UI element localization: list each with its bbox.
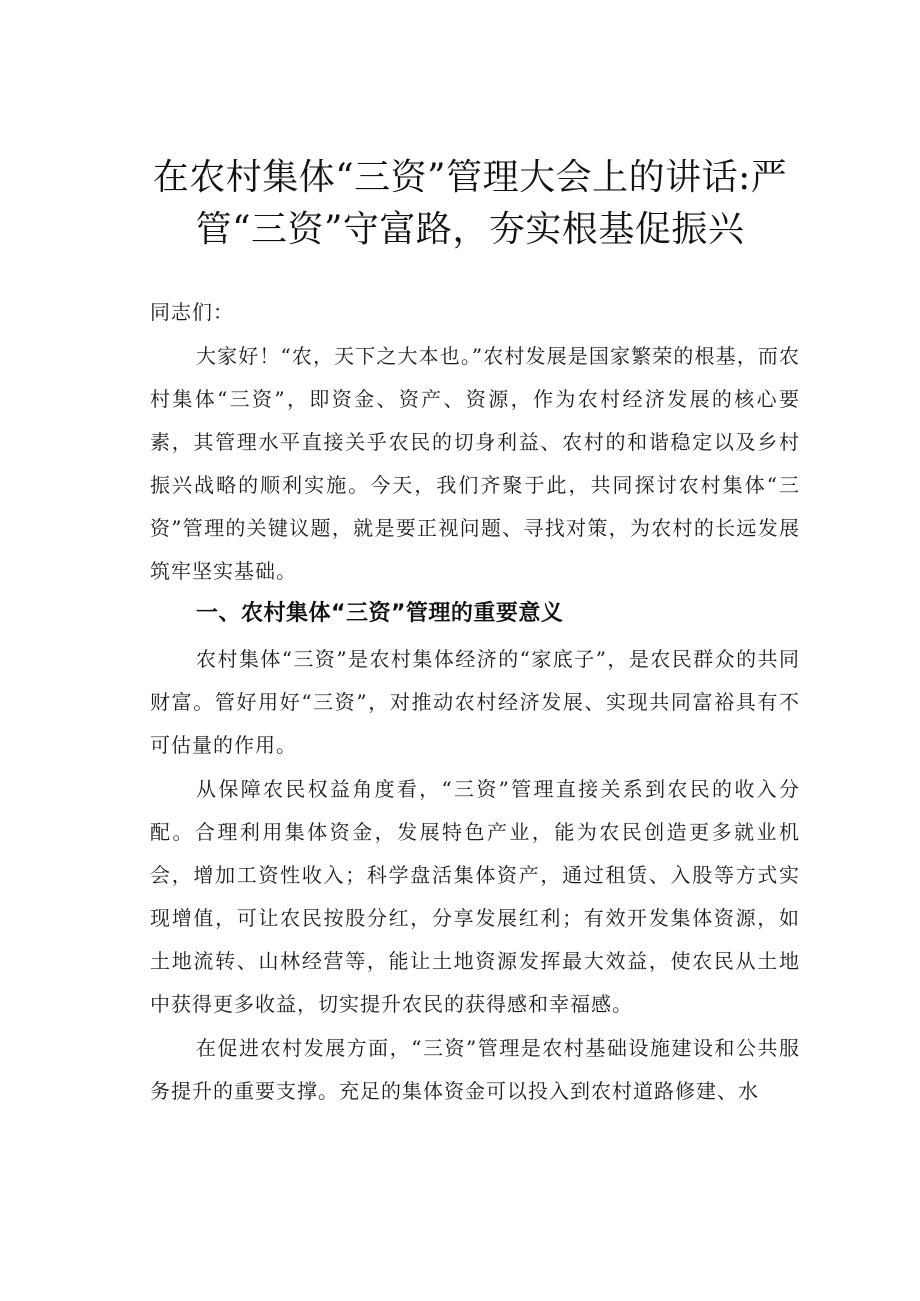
salutation: 同志们： bbox=[150, 300, 234, 324]
document-title: 在农村集体“三资”管理大会上的讲话:严管“三资”守富路，夯实根基促振兴 bbox=[152, 157, 788, 250]
paragraph-intro: 大家好！“农，天下之大本也。”农村发展是国家繁荣的根基，而农村集体“三资”，即资金、资产、资源，作为农村经济发展的核心要素，其管理水平直接关乎农民的切身利益、农村的和谐稳定以及乡村振兴战略的顺利实施。今天，我们齐聚于此，共同探讨农村集体“三资”管理的关键议题，就是要正视问题、寻找对策，为农村的长远发展筑牢坚实基础。 bbox=[150, 344, 800, 583]
paragraph-section1-2: 从保障农民权益角度看，“三资”管理直接关系到农民的收入分配。合理利用集体资金，发展特色产业，能为农民创造更多就业机会，增加工资性收入；科学盘活集体资产，通过租赁、入股等方式实现增值，可让农民按股分红，分享发展红利；有效开发集体资源，如土地流转、山林经营等，能让土地资源发挥最大效益，使农民从土地中获得更多收益，切实提升农民的获得感和幸福感。 bbox=[150, 777, 800, 1016]
paragraph-section1-1: 农村集体“三资”是农村集体经济的“家底子”，是农民群众的共同财富。管好用好“三资”，对推动农村经济发展、实现共同富裕具有不可估量的作用。 bbox=[150, 647, 800, 757]
paragraph-section1-3: 在促进农村发展方面，“三资”管理是农村基础设施建设和公共服务提升的重要支撑。充足的集体资金可以投入到农村道路修建、水 bbox=[150, 1036, 800, 1103]
section-heading-1: 一、农村集体“三资”管理的重要意义 bbox=[196, 601, 564, 626]
